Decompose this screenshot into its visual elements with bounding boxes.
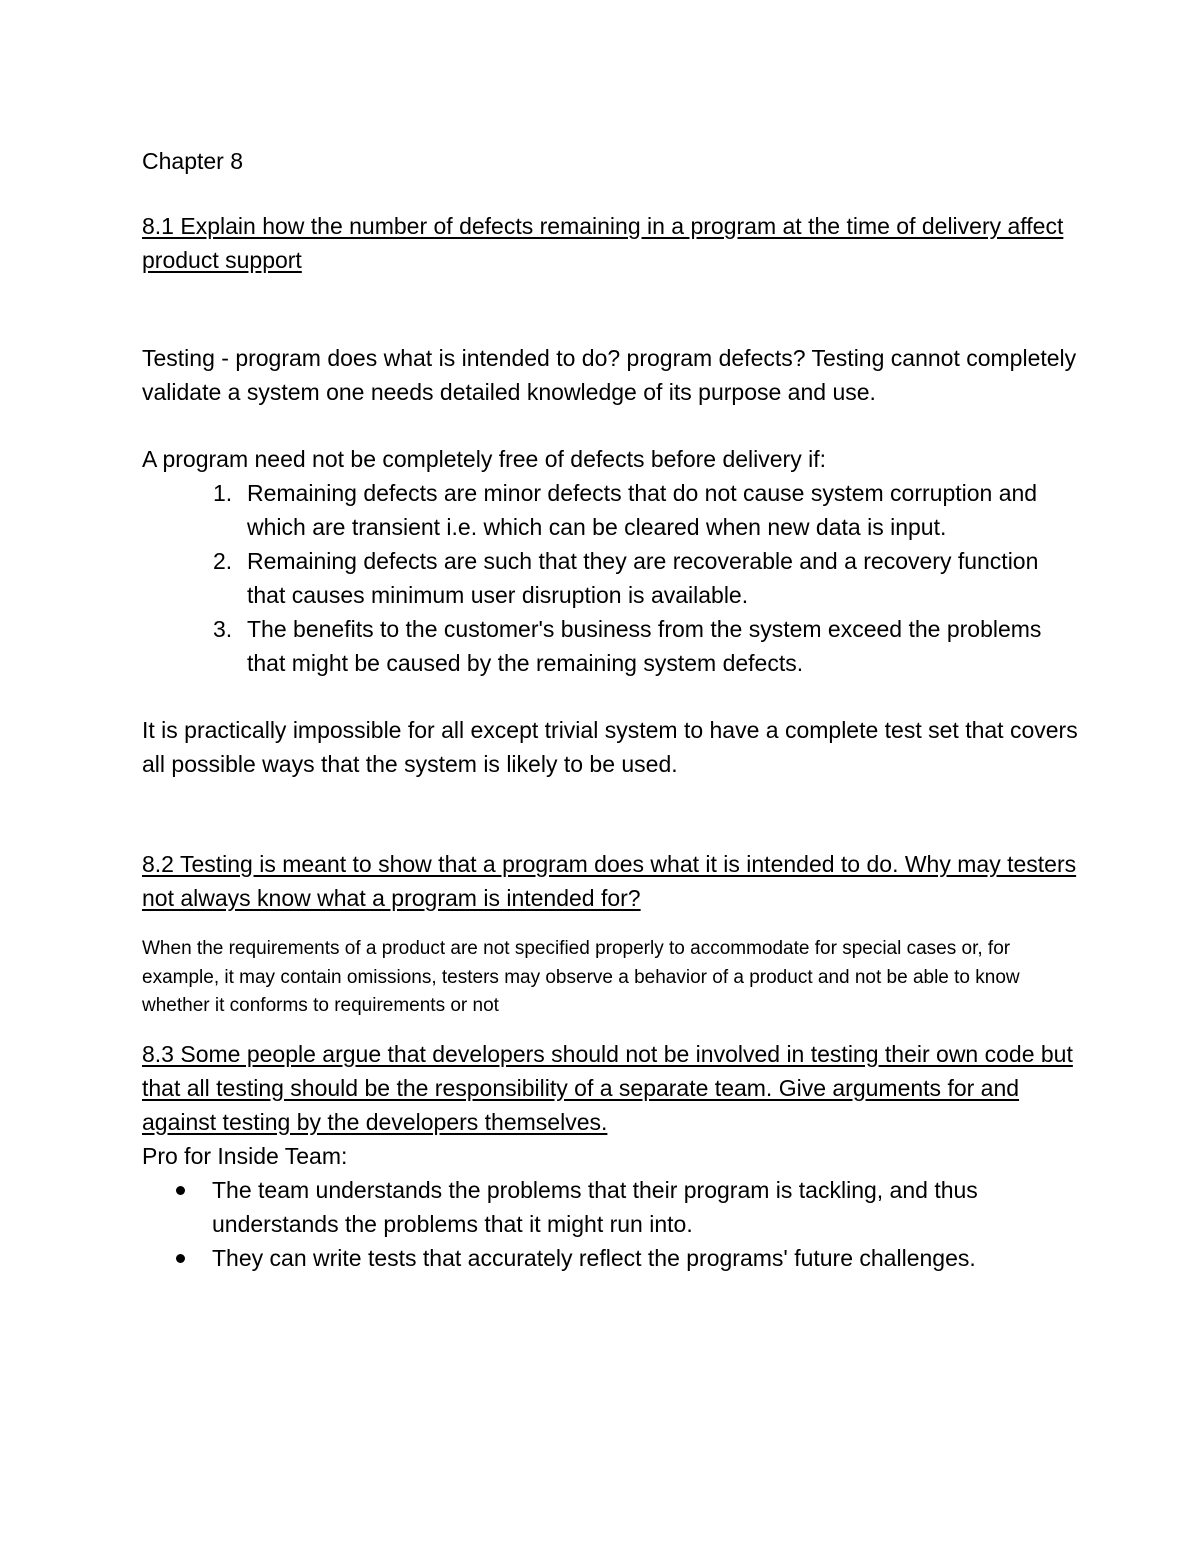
list-item-number: 3.: [213, 616, 233, 642]
list-item-number: 1.: [213, 480, 233, 506]
pro-inside-team-label: Pro for Inside Team:: [142, 1142, 348, 1169]
question-8-3-heading: 8.3 Some people argue that developers should not be involved in testing their own code but that all testing should be the responsibility of a separate team. Give arguments for and against testing by the developers themselves.: [142, 1040, 1073, 1135]
question-8-2-answer: When the requirements of a product are not specified properly to accommodate for special cases or, for example, it may contain omissions, testers may observe a behavior of a product and not be able to know whether it conforms to requirements or not: [142, 938, 1020, 1016]
list-item-text: The team understands the problems that their program is tackling, and thus understands the problems that it might run into.: [212, 1176, 978, 1237]
question-8-1-paragraph-1: Testing - program does what is intended to do? program defects? Testing cannot completely validate a system one needs detailed knowledge of its purpose and use.: [142, 345, 1077, 405]
bullet-icon: [176, 1254, 185, 1263]
list-item-text: The benefits to the customer's business from the system exceed the problems that might be caused by the remaining system defects.: [247, 616, 1042, 676]
question-8-1-paragraph-2: A program need not be completely free of defects before delivery if:: [142, 446, 826, 472]
document-page: [142, 144, 1082, 1275]
bullet-icon: [176, 1186, 185, 1195]
list-item: [142, 612, 1082, 680]
question-8-1-paragraph-3: It is practically impossible for all except trivial system to have a complete test set that covers all possible ways that the system is likely to be used.: [142, 717, 1078, 777]
list-item: [142, 1173, 1082, 1241]
list-item-text: They can write tests that accurately reflect the programs' future challenges.: [212, 1244, 976, 1271]
list-item: [142, 1241, 1082, 1275]
question-8-1-heading: 8.1 Explain how the number of defects remaining in a program at the time of delivery affect product support: [142, 213, 1064, 273]
chapter-title: Chapter 8: [142, 148, 244, 174]
list-item: [142, 544, 1082, 612]
list-item-number: 2.: [213, 548, 233, 574]
defects-numbered-list: [142, 476, 1082, 680]
question-8-2-heading: 8.2 Testing is meant to show that a program does what it is intended to do. Why may testers not always know what a program is intended for?: [142, 851, 1077, 911]
list-item-text: Remaining defects are minor defects that do not cause system corruption and which are transient i.e. which can be cleared when new data is input.: [247, 480, 1038, 540]
pro-bullet-list: [142, 1173, 1082, 1275]
list-item-text: Remaining defects are such that they are recoverable and a recovery function that causes minimum user disruption is available.: [247, 548, 1039, 608]
list-item: [142, 476, 1082, 544]
